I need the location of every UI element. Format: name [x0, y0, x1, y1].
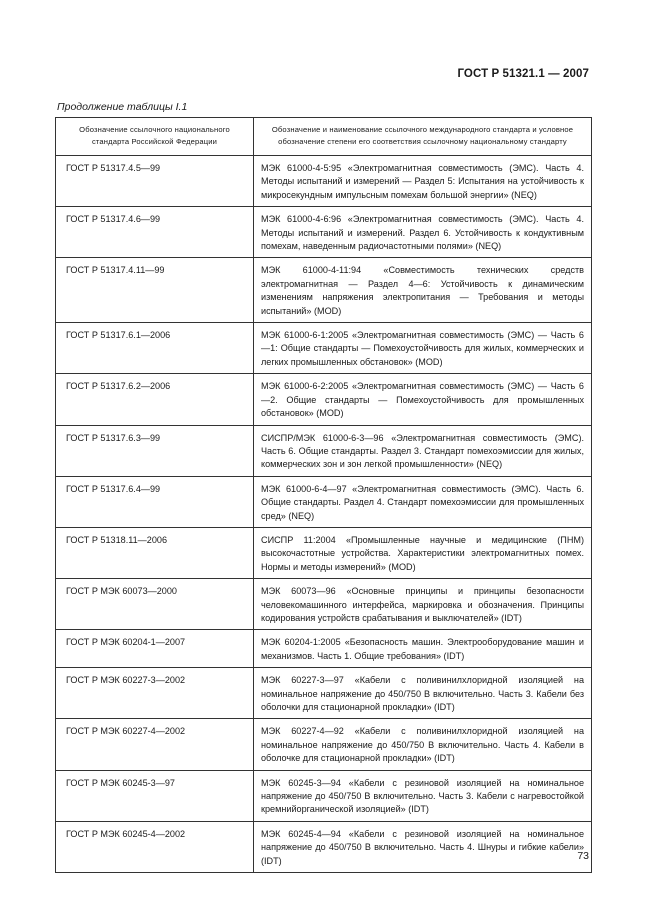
reference-standards-table	[55, 117, 592, 873]
international-standard-cell: СИСПР 11:2004 «Промышленные научные и медицинские (ПНМ) высокочастотные устройства. Характеристики электромагнитных помех. Нормы и методы измерений» (MOD)	[254, 527, 592, 578]
national-standard-cell: ГОСТ Р МЭК 60227-3—2002	[56, 668, 254, 719]
table-row	[56, 323, 592, 374]
table-row	[56, 156, 592, 207]
national-standard-cell: ГОСТ Р МЭК 60073—2000	[56, 579, 254, 630]
table-row	[56, 719, 592, 770]
table-body	[56, 156, 592, 873]
national-standard-cell: ГОСТ Р 51317.4.5—99	[56, 156, 254, 207]
table-row	[56, 770, 592, 821]
table-row	[56, 258, 592, 323]
national-standard-cell: ГОСТ Р 51317.6.4—99	[56, 476, 254, 527]
table-row	[56, 668, 592, 719]
national-standard-cell: ГОСТ Р 51317.6.1—2006	[56, 323, 254, 374]
table-row	[56, 207, 592, 258]
table-header-row	[56, 118, 592, 156]
national-standard-cell: ГОСТ Р 51317.4.11—99	[56, 258, 254, 323]
table-row	[56, 579, 592, 630]
column-header-national: Обозначение ссылочного национального стандарта Российской Федерации	[56, 118, 254, 156]
international-standard-cell: МЭК 60227-4—92 «Кабели с поливинилхлоридной изоляцией на номинальное напряжение до 450/750 В включительно. Часть 4. Кабели в оболочке для стационарной прокладки» (IDT)	[254, 719, 592, 770]
international-standard-cell: МЭК 61000-6-1:2005 «Электромагнитная совместимость (ЭМС) — Часть 6—1: Общие стандарты — Помехоустойчивость для жилых, коммерческих и легких промышленных обстановок» (MOD)	[254, 323, 592, 374]
national-standard-cell: ГОСТ Р 51317.6.3—99	[56, 425, 254, 476]
table-row	[56, 821, 592, 872]
national-standard-cell: ГОСТ Р МЭК 60245-4—2002	[56, 821, 254, 872]
table-caption: Продолжение таблицы I.1	[57, 101, 188, 113]
column-header-international: Обозначение и наименование ссылочного международного стандарта и условное обозначение степени его соответствия ссылочному национальному стандарту	[254, 118, 592, 156]
international-standard-cell: МЭК 60245-4—94 «Кабели с резиновой изоляцией на номинальное напряжение до 450/750 В включительно. Часть 4. Шнуры и гибкие кабели» (IDT)	[254, 821, 592, 872]
national-standard-cell: ГОСТ Р 51317.4.6—99	[56, 207, 254, 258]
international-standard-cell: МЭК 61000-6-4—97 «Электромагнитная совместимость (ЭМС). Часть 6. Общие стандарты. Раздел 4. Стандарт помехоэмиссии для промышленных сред» (NEQ)	[254, 476, 592, 527]
table-row	[56, 630, 592, 668]
international-standard-cell: МЭК 61000-4-11:94 «Совместимость технических средств электромагнитная — Раздел 4—6: Устойчивость к динамическим изменениям напряжения электропитания — Требования и методы испытаний» (MOD)	[254, 258, 592, 323]
national-standard-cell: ГОСТ Р МЭК 60204-1—2007	[56, 630, 254, 668]
table-row	[56, 425, 592, 476]
international-standard-cell: МЭК 60073—96 «Основные принципы и принципы безопасности человекомашинного интерфейса, маркировка и обозначения. Принципы кодирования устройств срабатывания и выключателей» (IDT)	[254, 579, 592, 630]
table-row	[56, 476, 592, 527]
national-standard-cell: ГОСТ Р МЭК 60227-4—2002	[56, 719, 254, 770]
national-standard-cell: ГОСТ Р 51317.6.2—2006	[56, 374, 254, 425]
table-row	[56, 527, 592, 578]
document-designation: ГОСТ Р 51321.1 — 2007	[457, 68, 589, 80]
national-standard-cell: ГОСТ Р 51318.11—2006	[56, 527, 254, 578]
international-standard-cell: СИСПР/МЭК 61000-6-3—96 «Электромагнитная совместимость (ЭМС). Часть 6. Общие стандарты. Раздел 3. Стандарт помехоэмиссии для жилых, коммерческих зон и зон легкой промышленности» (NEQ)	[254, 425, 592, 476]
international-standard-cell: МЭК 60204-1:2005 «Безопасность машин. Электрооборудование машин и механизмов. Часть 1. Общие требования» (IDT)	[254, 630, 592, 668]
national-standard-cell: ГОСТ Р МЭК 60245-3—97	[56, 770, 254, 821]
international-standard-cell: МЭК 60227-3—97 «Кабели с поливинилхлоридной изоляцией на номинальное напряжение до 450/750 В включительно. Часть 3. Кабели без оболочки для стационарной прокладки» (IDT)	[254, 668, 592, 719]
table-row	[56, 374, 592, 425]
international-standard-cell: МЭК 61000-4-5:95 «Электромагнитная совместимость (ЭМС). Часть 4. Методы испытаний и измерений — Раздел 5: Испытания на устойчивость к микросекундным импульсным помехам большой энергии» (NEQ)	[254, 156, 592, 207]
page-number: 73	[577, 850, 589, 862]
international-standard-cell: МЭК 61000-6-2:2005 «Электромагнитная совместимость (ЭМС) — Часть 6—2. Общие стандарты — Помехоустойчивость для промышленных обстановок» (MOD)	[254, 374, 592, 425]
international-standard-cell: МЭК 60245-3—94 «Кабели с резиновой изоляцией на номинальное напряжение до 450/750 В включительно. Часть 3. Кабели с нагревостойкой кремнийорганической изоляцией» (IDT)	[254, 770, 592, 821]
international-standard-cell: МЭК 61000-4-6:96 «Электромагнитная совместимость (ЭМС). Часть 4. Методы испытаний и измерений. Раздел 6. Устойчивость к кондуктивным помехам, наведенным радиочастотными полями» (NEQ)	[254, 207, 592, 258]
